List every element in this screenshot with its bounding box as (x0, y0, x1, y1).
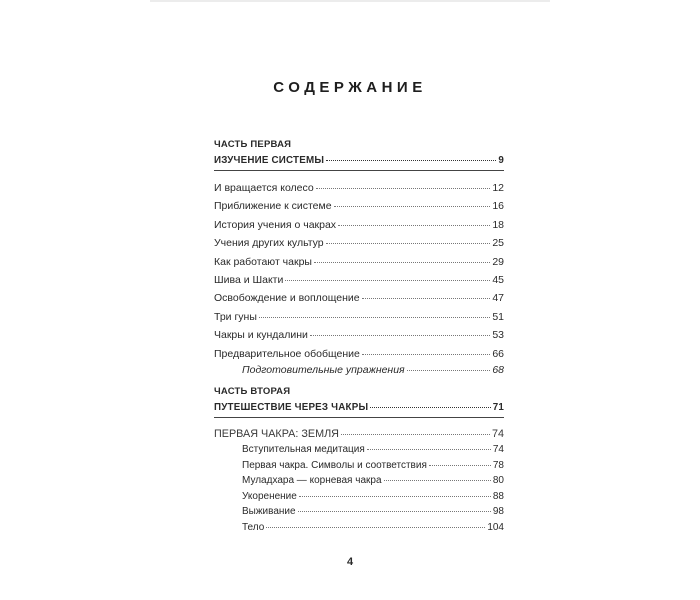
chakra-1-label: ПЕРВАЯ ЧАКРА: ЗЕМЛЯ (214, 428, 339, 440)
page-title: СОДЕРЖАНИЕ (273, 79, 427, 96)
dot-leader (362, 354, 490, 355)
part-1-label: ЧАСТЬ ПЕРВАЯ (214, 139, 292, 150)
toc-entry-page: 78 (492, 459, 504, 471)
toc-entry[interactable] (214, 179, 504, 197)
toc-entry-label: Освобождение и воплощение (214, 292, 360, 305)
toc-entry[interactable] (214, 253, 504, 271)
dot-leader (266, 527, 485, 528)
dot-leader (299, 496, 491, 497)
dot-leader (338, 225, 490, 226)
toc-entry-label: Укоренение (242, 490, 297, 502)
part-2-rule (214, 417, 504, 418)
toc-entry-page: 47 (492, 292, 504, 305)
toc-entry[interactable] (214, 326, 504, 344)
toc-entry[interactable] (214, 216, 504, 234)
toc-entry-label: Учения других культур (214, 237, 324, 250)
toc-entry[interactable] (214, 308, 504, 326)
toc-entry[interactable] (214, 289, 504, 307)
dot-leader (298, 511, 491, 512)
dot-leader (341, 434, 490, 435)
part-1-name: ИЗУЧЕНИЕ СИСТЕМЫ (214, 155, 325, 166)
toc-entry-label: Муладхара — корневая чакра (242, 475, 382, 486)
toc-entry-label: Приближение к системе (214, 200, 332, 213)
toc-entry[interactable] (214, 458, 504, 474)
toc-part-2 (214, 385, 504, 535)
toc-entry-page: 104 (487, 521, 504, 533)
toc-entry-chakra-1[interactable] (214, 426, 504, 442)
dot-leader (326, 160, 496, 161)
part-2-label: ЧАСТЬ ВТОРАЯ (214, 386, 291, 397)
toc-entry-label: Три гуны (214, 310, 257, 323)
dot-leader (367, 449, 491, 450)
toc-entry-page: 16 (492, 200, 504, 213)
toc-part-1 (214, 138, 504, 378)
dot-leader (314, 262, 490, 263)
dot-leader (334, 206, 491, 207)
toc-entry-label: Первая чакра. Символы и соответствия (242, 459, 427, 471)
toc-entry-page: 29 (492, 255, 504, 268)
toc-entry-page: 12 (492, 182, 504, 194)
dot-leader (326, 243, 491, 244)
toc-entry-page: 53 (492, 329, 504, 342)
dot-leader (370, 407, 490, 408)
part-1-rule (214, 170, 504, 171)
toc-entry-page: 98 (492, 506, 504, 517)
toc-entry-exercises[interactable] (214, 363, 504, 378)
toc-entry-label: Тело (242, 521, 265, 533)
part-1-page: 9 (498, 155, 504, 166)
toc-entry[interactable] (214, 442, 504, 458)
dot-leader (407, 370, 491, 371)
page-number: 4 (346, 556, 354, 568)
dot-leader (310, 335, 490, 336)
toc-entry-label: Предварительное обобщение (214, 347, 360, 360)
dot-leader (362, 298, 491, 299)
toc-entry-label: Подготовительные упражнения (242, 363, 405, 376)
dot-leader (384, 480, 491, 481)
part-2-page: 71 (492, 402, 504, 413)
toc-entry[interactable] (214, 504, 504, 520)
chakra-1-page: 74 (491, 428, 504, 440)
toc-entry-page: 68 (492, 363, 504, 376)
toc-entry-label: История учения о чакрах (214, 218, 337, 231)
toc-entry[interactable] (214, 473, 504, 489)
toc-entry-page: 51 (492, 310, 504, 323)
toc-entry-label: Как работают чакры (214, 255, 312, 268)
toc-entry-part-2[interactable] (214, 399, 504, 416)
dot-leader (259, 317, 490, 318)
dot-leader (316, 188, 491, 189)
toc-entry-label: Шива и Шакти (214, 273, 284, 286)
toc-entry-page: 25 (492, 237, 504, 250)
top-edge-rule (150, 0, 550, 2)
toc-entry-page: 18 (492, 218, 504, 231)
toc-entry-label: Вступительная медитация (242, 444, 365, 455)
toc-entry-page: 45 (492, 273, 504, 286)
toc-entry-label: И вращается колесо (214, 182, 314, 194)
toc-entry-page: 74 (492, 444, 504, 455)
toc-entry[interactable] (214, 234, 504, 252)
toc-entry-page: 80 (492, 475, 504, 486)
toc-entry-part-1[interactable] (214, 152, 504, 169)
toc-entry[interactable] (214, 489, 504, 505)
toc-entry-label: Выживание (242, 506, 296, 517)
dot-leader (429, 465, 491, 466)
toc-entry[interactable] (214, 271, 504, 289)
toc-entry[interactable] (214, 520, 504, 536)
toc-entry-label: Чакры и кундалини (214, 329, 308, 342)
dot-leader (285, 280, 490, 281)
part-2-name: ПУТЕШЕСТВИЕ ЧЕРЕЗ ЧАКРЫ (214, 402, 369, 413)
toc-entry[interactable] (214, 197, 504, 215)
toc-entry-page: 66 (492, 347, 504, 360)
toc-entry[interactable] (214, 345, 504, 363)
toc-entry-page: 88 (492, 490, 504, 502)
